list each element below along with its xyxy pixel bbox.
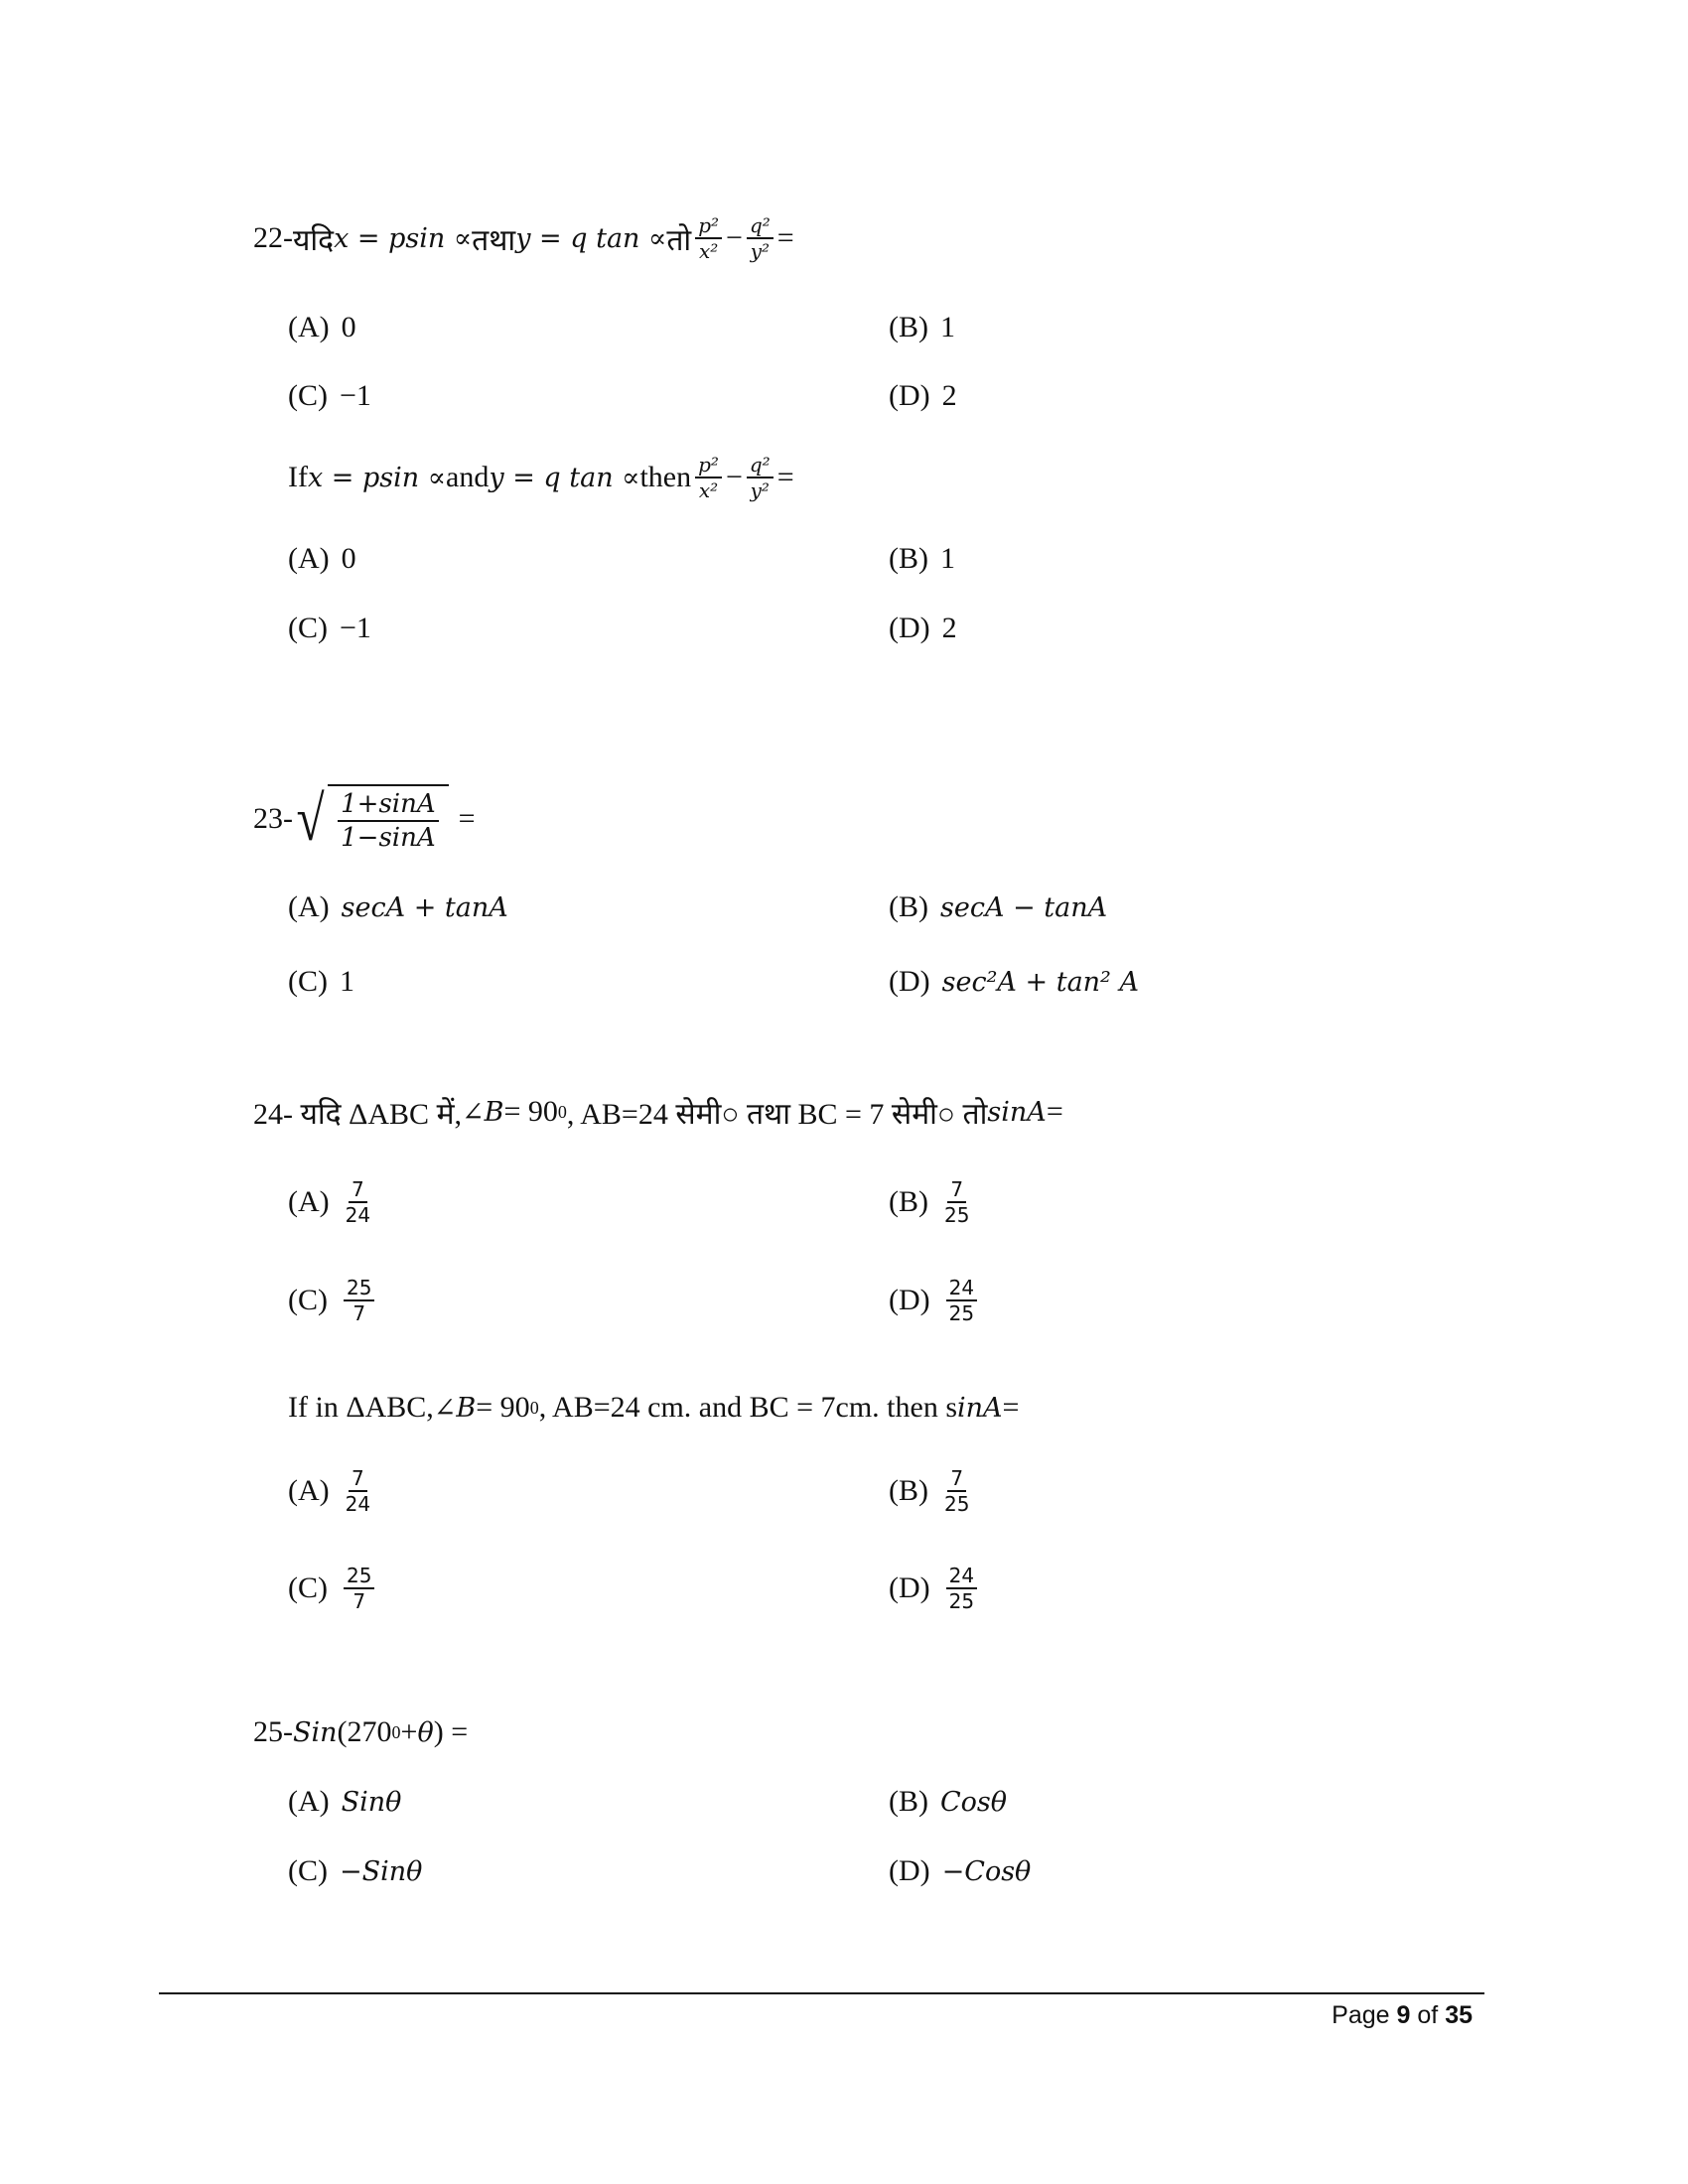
text-segment: 2 (941, 612, 957, 644)
option (889, 1772, 1007, 1832)
denominator: 25 (944, 1203, 970, 1227)
option-label: (D) (889, 965, 930, 998)
text-segment: + (400, 1715, 418, 1748)
text-segment: − (726, 221, 743, 254)
math-expression: −Cosθ (941, 1855, 1032, 1887)
question-23-stem (253, 774, 476, 864)
question-24-stem-hindi (253, 1082, 1063, 1142)
option (288, 952, 354, 1012)
math-expression: y = q tan ∝ (515, 222, 667, 254)
denominator: 24 (345, 1203, 371, 1227)
denominator: 24 (345, 1492, 371, 1516)
option (288, 1172, 374, 1232)
fraction (695, 213, 722, 263)
option-label: (A) (288, 1785, 330, 1818)
option (889, 952, 1139, 1012)
option (889, 599, 957, 658)
question-22-stem-english (288, 448, 794, 507)
total-pages: 35 (1445, 2001, 1473, 2029)
fraction (747, 213, 774, 263)
fraction (346, 1466, 370, 1516)
numerator: 24 (946, 1276, 977, 1301)
numerator: 1+sinA (338, 788, 439, 822)
option (889, 1172, 973, 1232)
math-expression: x = psin ∝ (334, 222, 473, 254)
text-segment: 0 (341, 311, 356, 343)
question-24-stem-english (288, 1378, 1019, 1437)
option-label: (B) (889, 311, 928, 343)
option (889, 1271, 981, 1330)
text-segment: −1 (340, 612, 371, 644)
denominator: x² (698, 478, 719, 502)
text-segment: 0 (341, 542, 356, 575)
math-expression: Sin (293, 1716, 338, 1748)
question-25-stem (253, 1703, 468, 1762)
numerator: p² (695, 213, 722, 239)
text-segment: 25- (253, 1715, 293, 1748)
text-segment: , AB=24 सेमी○ तथा BC = 7 सेमी○ तो (566, 1097, 988, 1131)
text-segment: 23- (253, 802, 293, 835)
text-segment: 24- यदि ΔABC में, (253, 1097, 463, 1131)
text-segment: यदि (293, 223, 335, 257)
numerator: 7 (349, 1466, 367, 1492)
text-segment: = 90 (503, 1095, 558, 1128)
math-expression: secA + tanA (341, 891, 508, 923)
fraction (747, 453, 774, 502)
fraction (946, 1276, 977, 1325)
radicand (328, 784, 449, 854)
text-segment: (270 (337, 1715, 392, 1748)
option (889, 1559, 981, 1618)
denominator: y² (750, 239, 771, 263)
math-expression: Sinθ (341, 1786, 402, 1818)
text-segment: 22- (253, 221, 293, 254)
text-segment: = (776, 221, 794, 254)
option (889, 298, 955, 357)
math-expression: x = psin ∝ (307, 462, 447, 493)
denominator: x² (698, 239, 719, 263)
option-label: (B) (889, 1185, 928, 1218)
option (288, 1271, 378, 1330)
option-label: (A) (288, 1185, 330, 1218)
text-segment: , AB=24 cm. and BC = 7cm. then s (538, 1391, 958, 1424)
text-segment: 1 (940, 542, 955, 575)
text-segment: ) = (433, 1715, 469, 1748)
option-label: (C) (288, 1854, 328, 1887)
fraction (338, 788, 439, 854)
option-label: (A) (288, 890, 330, 923)
text-segment: 2 (941, 379, 957, 412)
option (889, 366, 957, 426)
text-segment: −1 (340, 379, 371, 412)
numerator: q² (747, 453, 774, 478)
option (288, 1559, 378, 1618)
numerator: 25 (344, 1276, 374, 1301)
text-segment: − (725, 461, 743, 493)
text-segment: = (1046, 1095, 1063, 1128)
denominator: 1−sinA (341, 823, 436, 853)
option (288, 1772, 401, 1832)
text-segment: = (776, 461, 794, 493)
option-label: (D) (889, 1284, 930, 1316)
text-segment: = (458, 802, 476, 835)
option (288, 1842, 422, 1901)
option-label: (B) (889, 1785, 928, 1818)
math-expression: secA − tanA (940, 891, 1108, 923)
fraction (344, 1276, 374, 1325)
math-expression: −Sinθ (340, 1855, 423, 1887)
option-label: (C) (288, 965, 328, 998)
text-segment: तथा (472, 223, 516, 257)
fraction (346, 1177, 370, 1227)
denominator: 25 (948, 1301, 975, 1325)
of-word: of (1417, 2001, 1439, 2029)
fraction (344, 1564, 374, 1613)
option (288, 529, 356, 589)
option (288, 878, 508, 937)
numerator: 7 (947, 1177, 966, 1203)
superscript: 0 (391, 1721, 401, 1742)
option-label: (C) (288, 612, 328, 644)
math-expression: ∠B (462, 1096, 504, 1128)
superscript: 0 (529, 1397, 539, 1418)
math-expression: sec²A + tan² A (941, 966, 1139, 998)
question-22-stem-hindi (253, 208, 794, 268)
option-label: (C) (288, 379, 328, 412)
text-segment: If in ΔABC, (288, 1391, 434, 1424)
numerator: 25 (344, 1564, 374, 1589)
option-label: (D) (889, 1854, 930, 1887)
option-label: (B) (889, 542, 928, 575)
math-expression: y = q tan ∝ (489, 462, 640, 493)
math-expression: inA (957, 1392, 1003, 1424)
page-number (1332, 2001, 1473, 2030)
option-label: (A) (288, 1474, 330, 1507)
text-segment: तो (666, 223, 692, 257)
denominator: y² (750, 478, 770, 502)
fraction (944, 1177, 969, 1227)
option-label: (D) (889, 612, 930, 644)
denominator: 25 (944, 1492, 970, 1516)
current-page: 9 (1396, 2001, 1411, 2029)
text-segment: 1 (940, 311, 955, 343)
math-expression: θ (417, 1716, 434, 1748)
option-label: (B) (889, 890, 928, 923)
superscript: 0 (557, 1101, 567, 1122)
math-expression: sinA (987, 1096, 1047, 1128)
footer-divider (159, 1992, 1484, 1994)
fraction (944, 1466, 969, 1516)
page-word: Page (1332, 2001, 1390, 2029)
option-label: (A) (288, 542, 330, 575)
fraction (695, 453, 722, 502)
denominator: 7 (352, 1301, 366, 1325)
numerator: 24 (946, 1564, 977, 1589)
option-label: (A) (288, 311, 330, 343)
option-label: (B) (889, 1474, 928, 1507)
math-expression: Cosθ (940, 1786, 1008, 1818)
numerator: 7 (349, 1177, 367, 1203)
text-segment: then (639, 461, 692, 493)
math-expression: ∠B (433, 1392, 477, 1424)
numerator: q² (747, 213, 774, 239)
text-segment: If (288, 461, 308, 493)
square-root (293, 784, 449, 854)
option (889, 878, 1107, 937)
option-label: (C) (288, 1284, 328, 1316)
option-label: (D) (889, 379, 930, 412)
text-segment: and (446, 461, 490, 493)
numerator: 7 (947, 1466, 966, 1492)
option (288, 298, 356, 357)
denominator: 7 (352, 1589, 366, 1613)
option (288, 366, 371, 426)
option (288, 599, 371, 658)
option (889, 1461, 973, 1521)
denominator: 25 (948, 1589, 975, 1613)
numerator: p² (695, 453, 722, 478)
fraction (946, 1564, 977, 1613)
option-label: (C) (288, 1571, 328, 1604)
text-segment: = 90 (476, 1391, 530, 1424)
radical-sign-icon: √ (296, 783, 325, 854)
option-label: (D) (889, 1571, 930, 1604)
text-segment: = (1002, 1391, 1020, 1424)
option (889, 1842, 1031, 1901)
option (288, 1461, 374, 1521)
option (889, 529, 955, 589)
text-segment: 1 (340, 965, 354, 998)
